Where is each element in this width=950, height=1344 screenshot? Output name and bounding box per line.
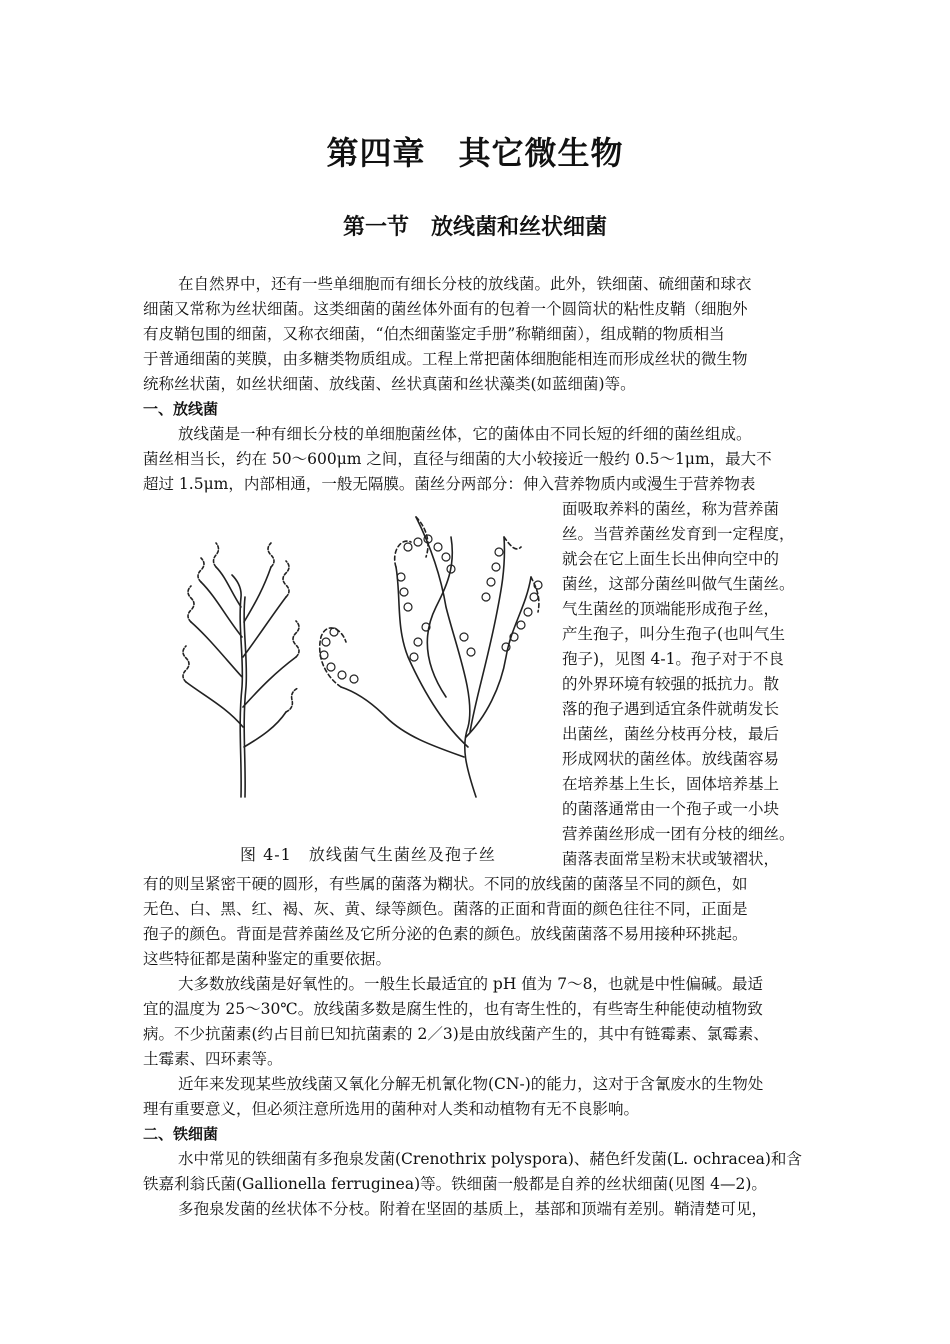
text-line: 无色、白、黑、红、褐、灰、黄、绿等颜色。菌落的正面和背面的颜色往往不同，正面是 bbox=[143, 900, 748, 918]
text-line: 菌丝，这部分菌丝叫做气生菌丝。 bbox=[562, 575, 795, 593]
text-line: 形成网状的菌丝体。放线菌容易 bbox=[562, 750, 780, 768]
text-line: 病。不少抗菌素(约占目前巳知抗菌素的 2／3)是由放线菌产生的，其中有链霉素、氯霉素、 bbox=[143, 1025, 769, 1043]
text-line: 这些特征都是菌种鉴定的重要依据。 bbox=[143, 950, 392, 968]
text-line: 于普通细菌的荚膜，由多糖类物质组成。工程上常把菌体细胞能相连而形成丝状的微生物 bbox=[143, 350, 748, 368]
text-line: 落的孢子遇到适宜条件就萌发长 bbox=[562, 700, 780, 718]
intro-paragraph bbox=[143, 272, 823, 497]
section-heading-iron-bacteria: 二、铁细菌 bbox=[143, 1125, 219, 1143]
text-line: 面吸取养料的菌丝，称为营养菌 bbox=[562, 500, 780, 518]
side-column-text bbox=[562, 497, 824, 872]
section-heading-actinomycetes: 一、放线菌 bbox=[143, 400, 219, 418]
text-line: 在培养基上生长，固体培养基上 bbox=[562, 775, 780, 793]
text-line: 统称丝状菌，如丝状细菌、放线菌、丝状真菌和丝状藻类(如蓝细菌)等。 bbox=[143, 375, 636, 393]
actinomycete-drawing bbox=[146, 497, 556, 837]
text-line: 细菌又常称为丝状细菌。这类细菌的菌丝体外面有的包着一个圆筒状的粘性皮鞘（细胞外 bbox=[143, 300, 748, 318]
text-line: 就会在它上面生长出伸向空中的 bbox=[562, 550, 780, 568]
figure-caption: 图 4-1 放线菌气生菌丝及孢子丝 bbox=[240, 845, 496, 864]
text-line: 多孢泉发菌的丝状体不分枝。附着在坚固的基质上，基部和顶端有差别。鞘清楚可见， bbox=[178, 1200, 768, 1218]
text-line: 铁嘉利翁氏菌(Gallionella ferruginea)等。铁细菌一般都是自养的丝状细菌(见图 4—2)。 bbox=[143, 1175, 767, 1193]
text-line: 气生菌丝的顶端能形成孢子丝， bbox=[562, 600, 780, 618]
text-line: 水中常见的铁细菌有多孢泉发菌(Crenothrix polyspora)、赭色纤发菌(L. ochracea)和含 bbox=[178, 1150, 802, 1168]
section-title: 第一节 放线菌和丝状细菌 bbox=[342, 215, 607, 240]
text-line: 放线菌是一种有细长分枝的单细胞菌丝体，它的菌体由不同长短的纤细的菌丝组成。 bbox=[178, 425, 752, 443]
text-line: 有的则呈紧密干硬的圆形，有些属的菌落为糊状。不同的放线菌的菌落呈不同的颜色，如 bbox=[143, 875, 748, 893]
chapter-title: 第四章 其它微生物 bbox=[326, 134, 624, 172]
text-line: 的菌落通常由一个孢子或一小块 bbox=[562, 800, 780, 818]
text-line: 菌落表面常呈粉末状或皱褶状， bbox=[562, 850, 780, 868]
text-line: 理有重要意义，但必须注意所选用的菌种对人类和动植物有无不良影响。 bbox=[143, 1100, 640, 1118]
text-line: 营养菌丝形成一团有分枝的细丝。 bbox=[562, 825, 795, 843]
text-line: 近年来发现某些放线菌又氧化分解无机氰化物(CN-)的能力，这对于含氰废水的生物处 bbox=[178, 1075, 764, 1093]
text-line: 丝。当营养菌丝发育到一定程度， bbox=[562, 525, 795, 543]
text-line: 有皮鞘包围的细菌，又称衣细菌，“伯杰细菌鉴定手册”称鞘细菌），组成鞘的物质相当 bbox=[143, 325, 725, 343]
text-line: 的外界环境有较强的抵抗力。散 bbox=[562, 675, 780, 693]
text-line: 大多数放线菌是好氧性的。一般生长最适宜的 pH 值为 7～8，也就是中性偏碱。最适 bbox=[178, 975, 763, 993]
text-line: 产生孢子，叫分生孢子(也叫气生 bbox=[562, 625, 786, 643]
text-line: 超过 1.5μm，内部相通，一般无隔膜。菌丝分两部分：伸入营养物质内或漫生于营养物表 bbox=[143, 475, 756, 493]
text-line: 孢子)，见图 4-1。孢子对于不良 bbox=[562, 650, 784, 668]
text-line: 孢子的颜色。背面是营养菌丝及它所分泌的色素的颜色。放线菌菌落不易用接种环挑起。 bbox=[143, 925, 748, 943]
text-line: 在自然界中，还有一些单细胞而有细长分枝的放线菌。此外，铁细菌、硫细菌和球衣 bbox=[178, 275, 752, 293]
text-line: 出菌丝，菌丝分枝再分枝，最后 bbox=[562, 725, 780, 743]
figure-4-1-illustration bbox=[146, 497, 556, 867]
text-line: 菌丝相当长，约在 50～600μm 之间，直径与细菌的大小较接近一般约 0.5～1μm，最大不 bbox=[143, 450, 772, 468]
text-line: 宜的温度为 25～30℃。放线菌多数是腐生性的，也有寄生性的，有些寄生种能使动植物致 bbox=[143, 1000, 763, 1018]
body-text-continued bbox=[143, 872, 823, 1222]
text-line: 土霉素、四环素等。 bbox=[143, 1050, 283, 1068]
